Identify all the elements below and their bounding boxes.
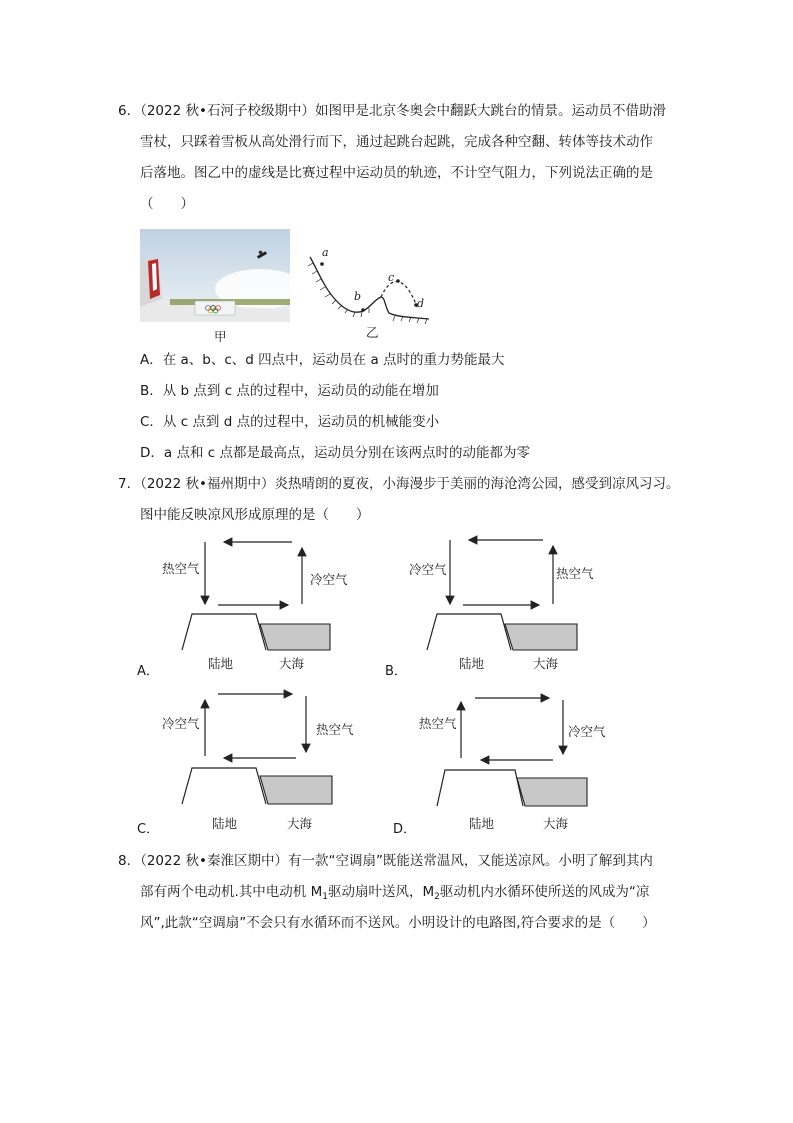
figure-yi-caption: 乙 bbox=[366, 325, 379, 340]
q8-stem-line3: 风”,此款“空调扇”不会只有水循环而不送风。小明设计的电路图,符合要求的是（ ） bbox=[140, 915, 656, 931]
q6-option-b[interactable]: B．从 b 点到 c 点的过程中，运动员的动能在增加 bbox=[140, 383, 439, 399]
q7b-sea-label: 大海 bbox=[533, 656, 559, 671]
q7-option-c-diagram[interactable] bbox=[170, 684, 370, 814]
q8-m2-subscript: 2 bbox=[434, 892, 440, 902]
q8-stem-line2 bbox=[140, 882, 649, 907]
q6-option-c[interactable]: C．从 c 点到 d 点的过程中，运动员的机械能变小 bbox=[140, 414, 440, 430]
figure-jia-caption: 甲 bbox=[214, 329, 227, 344]
q7d-land-label: 陆地 bbox=[469, 816, 495, 831]
point-d-label: d bbox=[417, 297, 425, 310]
q7-option-d-letter[interactable]: D． bbox=[393, 822, 417, 837]
q6-answer-blank: （ ） bbox=[140, 196, 194, 212]
q7b-land-label: 陆地 bbox=[459, 656, 485, 671]
q8-line2-part1: 部有两个电动机.其中电动机 M bbox=[140, 884, 323, 900]
trajectory-diagram bbox=[305, 247, 435, 327]
q7-option-d-diagram[interactable] bbox=[425, 688, 625, 818]
q7d-sea-label: 大海 bbox=[543, 816, 569, 831]
q7-option-a-letter[interactable]: A． bbox=[137, 664, 159, 679]
q6-stem-line1: 6．（2022 秋•石河子校级期中）如图甲是北京冬奥会中翻跃大跳台的情景。运动员不借助滑 bbox=[118, 103, 666, 119]
q7-option-b-diagram[interactable] bbox=[415, 530, 615, 660]
q8-line2-part2: 驱动扇叶送风，M bbox=[327, 884, 435, 900]
q7-option-b-letter[interactable]: B． bbox=[385, 664, 407, 679]
ski-jump-photo bbox=[140, 229, 290, 322]
q7a-land-label: 陆地 bbox=[208, 656, 234, 671]
point-c-label: c bbox=[388, 271, 395, 284]
q7-option-c-letter[interactable]: C． bbox=[137, 822, 160, 837]
q7c-land-label: 陆地 bbox=[212, 816, 238, 831]
point-b-label: b bbox=[354, 290, 362, 303]
q7-stem-line2: 图中能反映凉风形成原理的是（ ） bbox=[140, 507, 370, 523]
q7c-right-label: 热空气 bbox=[316, 722, 354, 737]
q7a-right-label: 冷空气 bbox=[310, 572, 348, 587]
q7c-left-label: 冷空气 bbox=[162, 716, 200, 731]
q6-option-d[interactable]: D．a 点和 c 点都是最高点，运动员分别在该两点时的动能都为零 bbox=[140, 445, 530, 461]
q6-option-a[interactable]: A．在 a、b、c、d 四点中，运动员在 a 点时的重力势能最大 bbox=[140, 352, 505, 368]
q7b-right-label: 热空气 bbox=[556, 566, 594, 581]
q6-stem-line2: 雪杖，只踩着雪板从高处滑行而下，通过起跳台起跳，完成各种空翻、转体等技术动作 bbox=[140, 134, 653, 150]
q7b-left-label: 冷空气 bbox=[409, 562, 447, 577]
q7d-left-label: 热空气 bbox=[419, 716, 457, 731]
q7-stem-line1: 7．（2022 秋•福州期中）炎热晴朗的夏夜，小海漫步于美丽的海沧湾公园，感受到凉风习习。 bbox=[118, 476, 680, 492]
point-a-label: a bbox=[322, 246, 329, 259]
q8-m1-subscript: 1 bbox=[322, 892, 328, 902]
q6-stem-line3: 后落地。图乙中的虚线是比赛过程中运动员的轨迹，不计空气阻力，下列说法正确的是 bbox=[140, 165, 653, 181]
q7c-sea-label: 大海 bbox=[287, 816, 313, 831]
q7-option-a-diagram[interactable] bbox=[170, 532, 370, 662]
q7a-sea-label: 大海 bbox=[279, 656, 305, 671]
q7a-left-label: 热空气 bbox=[162, 561, 200, 576]
q8-stem-line1: 8．（2022 秋•秦淮区期中）有一款“空调扇”既能送常温风，又能送凉风。小明了解到其内 bbox=[118, 853, 653, 869]
q7d-right-label: 冷空气 bbox=[568, 724, 606, 739]
q8-line2-part3: 驱动机内水循环使所送的风成为“凉 bbox=[439, 884, 650, 900]
